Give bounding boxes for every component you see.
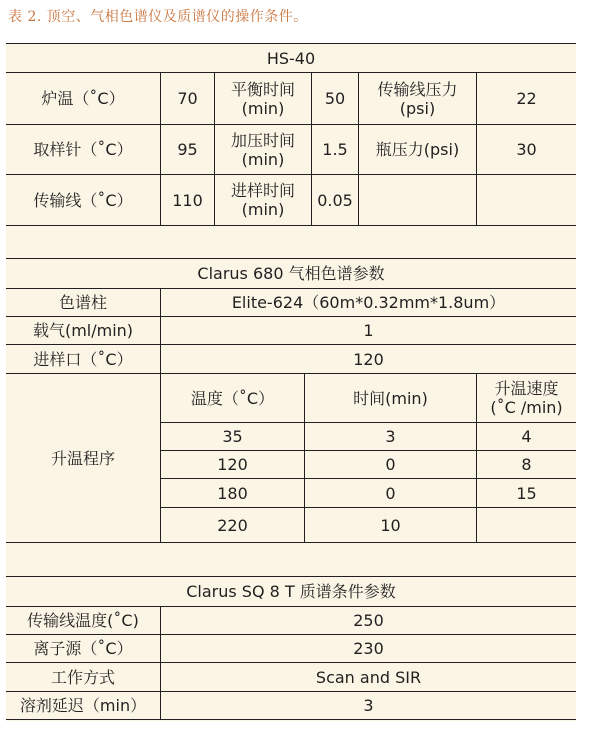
hs-injection-time-value: 0.05 (317, 190, 353, 210)
ms-section-header: Clarus SQ 8 T 质谱条件参数 (186, 582, 396, 601)
ms-mode-label: 工作方式 (50, 667, 115, 687)
gc-program-rate (477, 508, 576, 542)
hs-injection-time-label: 进样时间 (min) (230, 181, 295, 219)
ms-ion-source-label: 离子源（˚C） (33, 639, 133, 658)
ms-ion-source-value: 230 (353, 639, 384, 658)
gc-program-rate: 15 (516, 483, 537, 503)
hs-vial-pressure-label: 瓶压力(psi) (375, 140, 460, 159)
gc-program-time: 10 (380, 515, 401, 535)
table-rule (6, 225, 576, 226)
table-caption: 表 2. 顶空、气相色谱仪及质谱仪的操作条件。 (8, 9, 308, 25)
hs-transfer-line-temp-value: 110 (172, 190, 203, 210)
gc-program-time: 0 (385, 483, 396, 503)
gc-program-header-temp: 温度（˚C） (190, 388, 275, 408)
gc-column-label: 色谱柱 (58, 293, 107, 312)
gc-program-temp: 35 (222, 427, 243, 446)
hs-needle-temp-value: 95 (177, 140, 198, 159)
gc-program-time: 0 (385, 455, 396, 474)
hs-oven-temp-value: 70 (177, 89, 198, 108)
table-rule (6, 542, 576, 543)
ms-solvent-delay-label: 溶剂延迟（min） (19, 696, 147, 715)
hs-pressurization-time-value: 1.5 (322, 140, 348, 159)
ms-solvent-delay-value: 3 (363, 696, 374, 715)
gc-program-rate: 4 (521, 427, 532, 446)
gc-inlet-temp-label: 进样口（˚C） (33, 349, 133, 369)
operating-conditions-table (6, 43, 576, 721)
hs-equilibration-time-label: 平衡时间 (min) (230, 79, 295, 118)
hs-section-header: HS-40 (266, 48, 316, 68)
gc-inlet-temp-value: 120 (353, 349, 384, 369)
gc-program-header-rate: 升温速度 (˚C /min) (490, 379, 563, 417)
hs-empty-cell (477, 175, 576, 225)
hs-transfer-line-pressure-value: 22 (516, 89, 537, 108)
hs-transfer-line-temp-label: 传输线（˚C） (33, 190, 133, 210)
gc-program-time: 3 (385, 427, 396, 446)
gc-program-rate: 8 (521, 455, 532, 474)
gc-section-header: Clarus 680 气相色谱参数 (197, 264, 385, 283)
hs-oven-temp-label: 炉温（˚C） (41, 89, 125, 108)
hs-needle-temp-label: 取样针（˚C） (33, 140, 133, 159)
hs-pressurization-time-label: 加压时间 (min) (230, 130, 295, 169)
gc-oven-program-label: 升温程序 (50, 448, 115, 468)
gc-program-header-time: 时间(min) (353, 388, 428, 408)
gc-column-value: Elite-624（60m*0.32mm*1.8um） (231, 293, 506, 312)
hs-vial-pressure-value: 30 (516, 140, 537, 159)
gc-program-temp: 180 (217, 483, 248, 503)
ms-transfer-line-temp-value: 250 (353, 611, 384, 630)
ms-transfer-line-temp-label: 传输线温度(˚C) (27, 611, 139, 630)
hs-equilibration-time-value: 50 (324, 89, 346, 108)
table-rule (6, 719, 576, 720)
hs-transfer-line-pressure-label: 传输线压力 (psi) (377, 79, 458, 118)
gc-carrier-gas-value: 1 (363, 321, 374, 340)
gc-carrier-gas-label: 载气(ml/min) (32, 321, 134, 340)
ms-mode-value: Scan and SIR (315, 667, 422, 687)
gc-program-temp: 120 (217, 455, 248, 474)
hs-empty-cell (359, 175, 476, 225)
gc-program-temp: 220 (217, 515, 248, 535)
